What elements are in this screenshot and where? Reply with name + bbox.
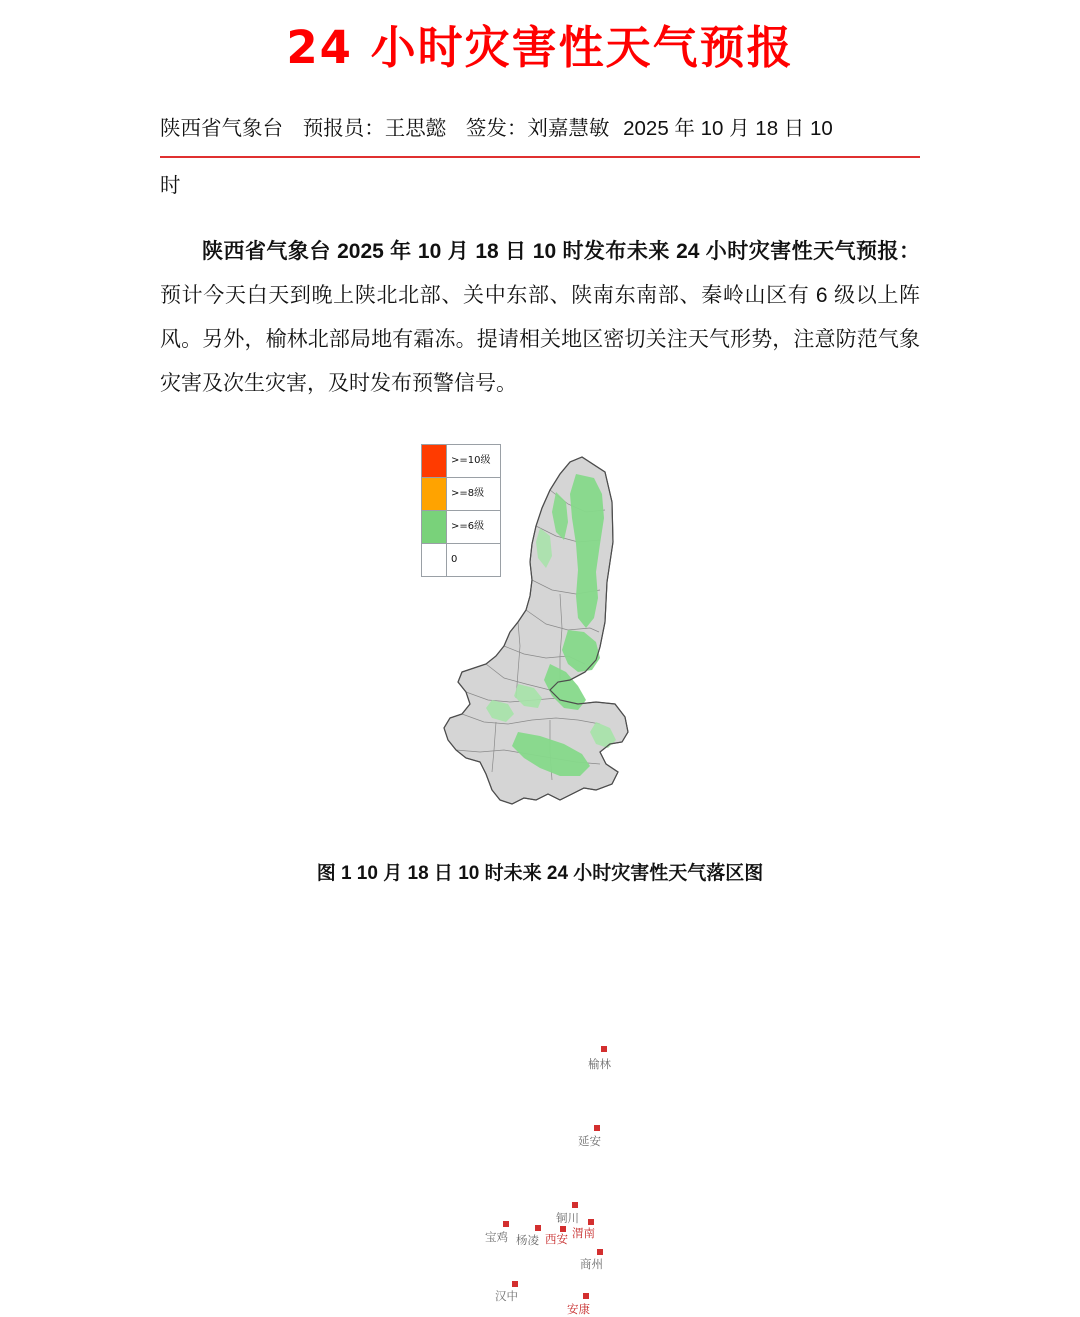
- byline-datetime-cont: 时: [160, 173, 181, 197]
- byline-datetime: 2025 年 10 月 18 日 10: [623, 117, 833, 141]
- body-block: [0, 230, 1080, 406]
- city-label-baoji: 宝鸡: [485, 1230, 508, 1245]
- city-dot-yulin: [601, 1046, 607, 1052]
- byline-block: [0, 102, 1080, 208]
- legend-row: [422, 544, 500, 576]
- legend-row: [422, 478, 500, 511]
- city-dot-shangzhou: [597, 1249, 603, 1255]
- legend-row: [422, 445, 500, 478]
- byline-forecaster: 预报员：王思懿: [302, 117, 447, 141]
- byline-office: 陕西省气象台: [160, 117, 283, 141]
- forecast-text: 预计今天白天到晚上陕北北部、关中东部、陕南东南部、秦岭山区有 6 级以上阵风。另外，榆林北部局地有霜冻。提请相关地区密切关注天气形势，注意防范气象灾害及次生灾害，及时发布预警信号。: [160, 283, 920, 395]
- legend-swatch-0: [422, 544, 447, 576]
- city-label-shangzhou: 商州: [580, 1257, 603, 1272]
- city-dot-ankang: [583, 1293, 589, 1299]
- city-dot-yangling: [535, 1225, 541, 1231]
- city-label-weinan: 渭南: [572, 1226, 595, 1241]
- map-legend: [421, 444, 501, 577]
- city-label-yangling: 杨凌: [516, 1233, 539, 1248]
- legend-label-10: >=10级: [451, 455, 491, 467]
- city-label-hanzhong: 汉中: [495, 1289, 518, 1304]
- city-dot-tongchuan: [572, 1202, 578, 1208]
- legend-swatch-10: [422, 445, 447, 477]
- city-dot-hanzhong: [512, 1281, 518, 1287]
- legend-row: [422, 511, 500, 544]
- city-label-yanan: 延安: [578, 1134, 601, 1149]
- city-label-tongchuan: 铜川: [556, 1211, 579, 1226]
- figure-block: [0, 432, 1080, 1317]
- legend-swatch-8: [422, 478, 447, 510]
- figure-caption: 图 1 10 月 18 日 10 时未来 24 小时灾害性天气落区图: [316, 863, 764, 885]
- legend-label-0: 0: [451, 554, 458, 566]
- forecast-lead: 陕西省气象台 2025 年 10 月 18 日 10 时发布未来 24 小时灾害性天气预报：: [202, 239, 920, 263]
- page-title: 24 小时灾害性天气预报: [286, 21, 794, 74]
- city-label-xian: 西安: [545, 1232, 568, 1247]
- legend-label-6: >=6级: [451, 521, 485, 533]
- byline-signer: 签发：刘嘉慧敏: [465, 117, 610, 141]
- city-dot-baoji: [503, 1221, 509, 1227]
- city-label-yulin: 榆林: [588, 1057, 611, 1072]
- forecast-paragraph: [160, 230, 920, 406]
- byline-line: [160, 102, 920, 157]
- legend-label-8: >=8级: [451, 488, 485, 500]
- city-label-ankang: 安康: [567, 1302, 590, 1317]
- document-page: [0, 8, 1080, 1317]
- city-dot-yanan: [594, 1125, 600, 1131]
- legend-swatch-6: [422, 511, 447, 543]
